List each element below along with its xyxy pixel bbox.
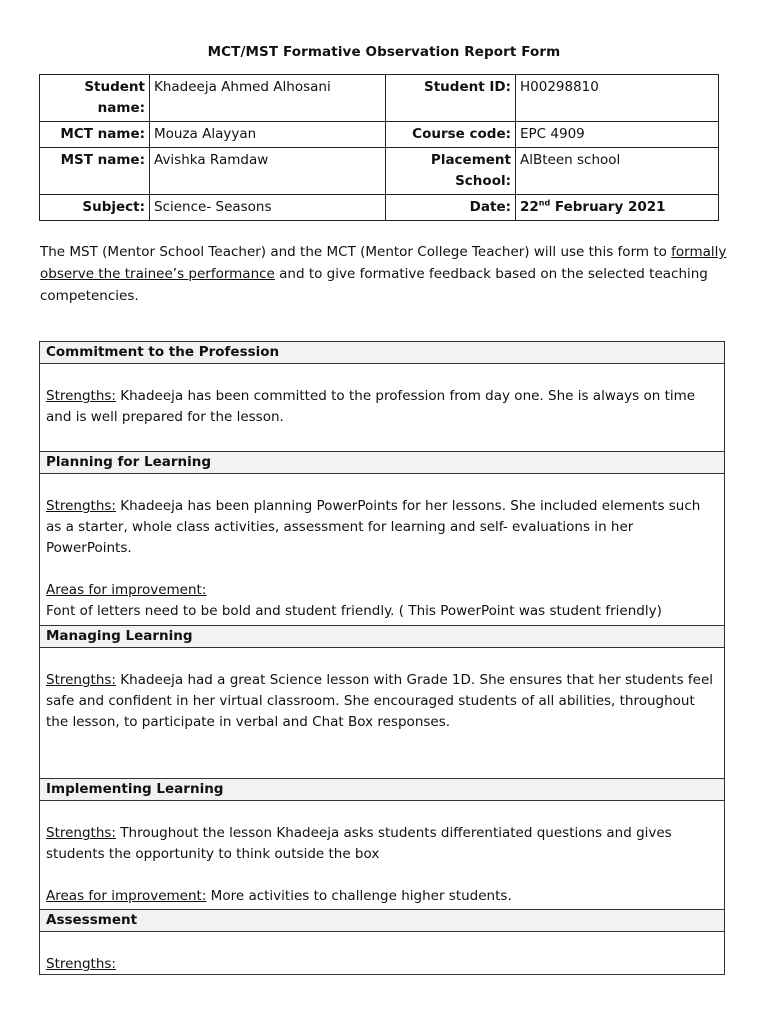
- improvement-label: Areas for improvement:: [46, 888, 207, 904]
- date-label: Date:: [386, 195, 516, 221]
- table-row: [40, 75, 719, 122]
- improvement-paragraph: [46, 886, 718, 907]
- strengths-paragraph: [46, 954, 718, 975]
- strengths-label: Strengths:: [46, 498, 116, 514]
- student-id-label: Student ID:: [386, 75, 516, 122]
- date-rest: February 2021: [550, 199, 666, 215]
- section-heading-assessment: Assessment: [40, 910, 724, 932]
- student-name-value: Khadeeja Ahmed Alhosani: [150, 75, 386, 122]
- subject-label: Subject:: [40, 195, 150, 221]
- improvement-text: Font of letters need to be bold and student friendly. ( This PowerPoint was student friendly): [46, 603, 662, 619]
- competencies-table: [39, 341, 725, 975]
- intro-underlined-text: formally observe the trainee’s performance: [40, 244, 727, 282]
- subject-value: Science- Seasons: [150, 195, 386, 221]
- section-body-assessment: [40, 932, 724, 975]
- strengths-label: Strengths:: [46, 825, 116, 841]
- intro-text: The MST (Mentor School Teacher) and the MCT (Mentor College Teacher) will use this form to: [40, 244, 672, 260]
- date-value: [516, 195, 719, 221]
- student-name-label: Student name:: [40, 75, 150, 122]
- strengths-text: Khadeeja has been planning PowerPoints for her lessons. She included elements such as a starter, whole class activities, assessment for learning and self- evaluations in her PowerPoints.: [46, 498, 701, 556]
- strengths-text: Khadeeja had a great Science lesson with Grade 1D. She ensures that her students feel safe and confident in her virtual classroom. She encouraged students of all abilities, throughout the lesson, to participate in verbal and Chat Box responses.: [46, 672, 714, 730]
- section-body-implementing: [40, 801, 724, 910]
- table-row: [40, 122, 719, 148]
- mct-name-value: Mouza Alayyan: [150, 122, 386, 148]
- table-row: [40, 148, 719, 195]
- section-body-managing: [40, 648, 724, 779]
- info-table: [39, 74, 719, 221]
- mst-name-value: Avishka Ramdaw: [150, 148, 386, 195]
- page-title: MCT/MST Formative Observation Report Form: [207, 44, 561, 60]
- table-row: [40, 195, 719, 221]
- section-heading-implementing: Implementing Learning: [40, 779, 724, 801]
- course-code-value: EPC 4909: [516, 122, 719, 148]
- date-day: 22: [520, 199, 539, 215]
- student-id-value: H00298810: [516, 75, 719, 122]
- intro-text-end: and to give formative feedback based on the selected teaching competencies.: [40, 266, 708, 304]
- strengths-paragraph: [46, 386, 718, 428]
- placement-school-label: Placement School:: [386, 148, 516, 195]
- strengths-text: Khadeeja has been committed to the profession from day one. She is always on time and is well prepared for the lesson.: [46, 388, 696, 425]
- section-heading-managing: Managing Learning: [40, 626, 724, 648]
- strengths-paragraph: [46, 823, 718, 865]
- section-heading-planning: Planning for Learning: [40, 452, 724, 474]
- improvement-text: More activities to challenge higher students.: [206, 888, 512, 904]
- improvement-label-line: [46, 580, 718, 601]
- strengths-label: Strengths:: [46, 672, 116, 688]
- course-code-label: Course code:: [386, 122, 516, 148]
- placement-school-value: AlBteen school: [516, 148, 719, 195]
- strengths-label: Strengths:: [46, 388, 116, 404]
- date-suffix: nd: [538, 198, 551, 208]
- intro-paragraph: [40, 241, 730, 307]
- strengths-paragraph: [46, 670, 718, 733]
- improvement-label: Areas for improvement:: [46, 582, 207, 598]
- strengths-text: Throughout the lesson Khadeeja asks students differentiated questions and gives students the opportunity to think outside the box: [46, 825, 672, 862]
- mct-name-label: MCT name:: [40, 122, 150, 148]
- strengths-label: Strengths:: [46, 956, 116, 972]
- mst-name-label: MST name:: [40, 148, 150, 195]
- section-body-planning: [40, 474, 724, 626]
- section-heading-commitment: Commitment to the Profession: [40, 342, 724, 364]
- section-body-commitment: [40, 364, 724, 452]
- strengths-paragraph: [46, 496, 718, 559]
